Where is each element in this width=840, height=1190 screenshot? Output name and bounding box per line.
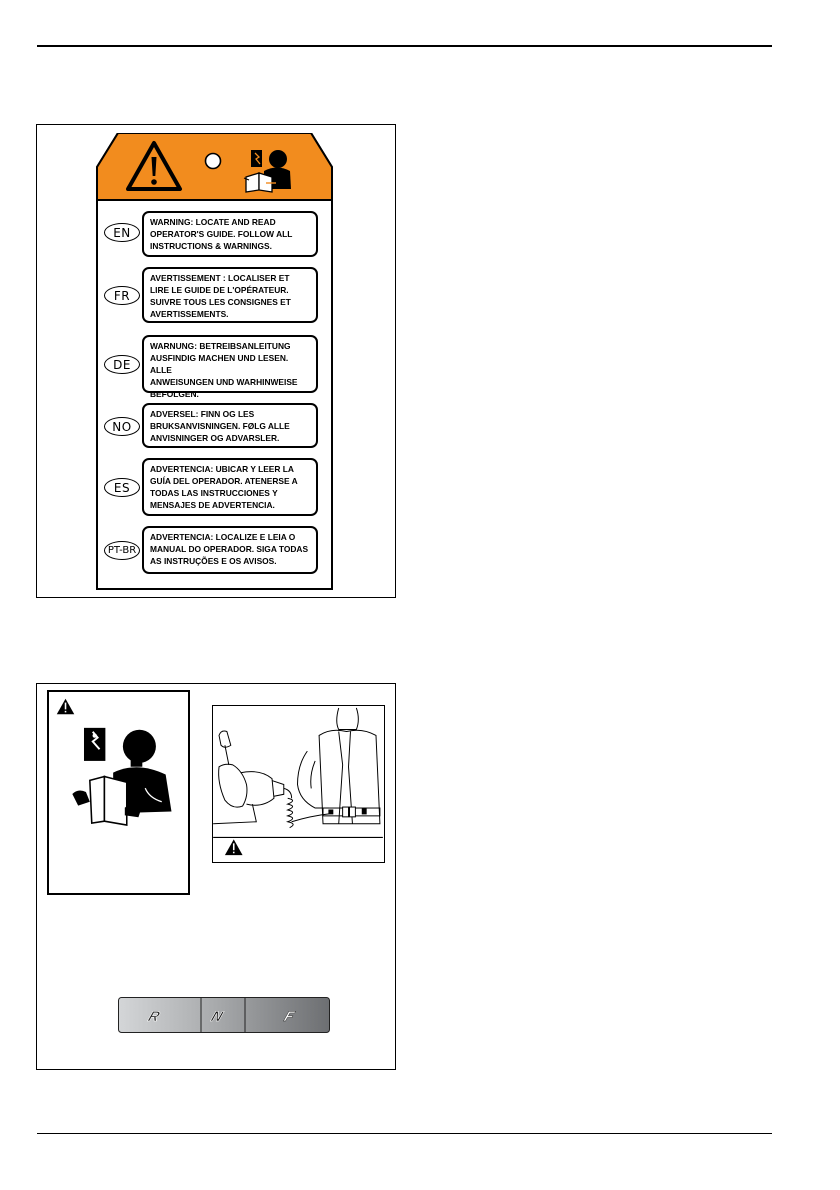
lang-code-de: DE (104, 355, 140, 374)
warning-text-de: WARNUNG: BETREIBSANLEITUNG AUSFINDIG MACHEN UND LESEN. ALLE ANWEISUNGEN UND WARHINWEISE BEFOLGEN. (142, 335, 318, 393)
lang-code-fr: FR (104, 286, 140, 305)
read-manual-decal (47, 690, 190, 895)
outboard-motor (213, 731, 284, 824)
safety-lanyard-decal (212, 705, 385, 863)
gear-reverse-label: R (145, 1009, 162, 1025)
footer-rule (37, 1133, 772, 1134)
hanging-hole (206, 154, 221, 169)
gear-indicator-decal (118, 997, 330, 1033)
warning-text-es: ADVERTENCIA: UBICAR Y LEER LA GUÍA DEL OPERADOR. ATENERSE A TODAS LAS INSTRUCCIONES Y MENSAJES DE ADVERTENCIA. (142, 458, 318, 516)
lang-code-no: NO (104, 417, 140, 436)
warning-triangle-icon (57, 699, 74, 715)
gear-neutral-label: N (208, 1009, 225, 1025)
lang-code-pt-br: PT-BR (104, 541, 140, 560)
gear-forward-label: F (281, 1009, 297, 1025)
warning-text-fr: AVERTISSEMENT : LOCALISER ET LIRE LE GUIDE DE L'OPÉRATEUR. SUIVRE TOUS LES CONSIGNES ET AVERTISSEMENTS. (142, 267, 318, 323)
operator-reading-manual-icon (72, 728, 171, 825)
warning-text-en: WARNING: LOCATE AND READ OPERATOR'S GUIDE. FOLLOW ALL INSTRUCTIONS & WARNINGS. (142, 211, 318, 257)
operator-life-vest (298, 708, 380, 824)
safety-lanyard-illustration (213, 706, 383, 861)
lang-code-en: EN (104, 223, 140, 242)
warning-triangle-icon (225, 839, 243, 855)
warning-text-pt-br: ADVERTENCIA: LOCALIZE E LEIA O MANUAL DO OPERADOR. SIGA TODAS AS INSTRUÇÕES E OS AVISOS. (142, 526, 318, 574)
lang-code-es: ES (104, 478, 140, 497)
header-rule (37, 45, 772, 47)
read-manual-pictogram (49, 692, 188, 893)
warning-text-no: ADVERSEL: FINN OG LES BRUKSANVISNINGEN. FØLG ALLE ANVISNINGER OG ADVARSLER. (142, 403, 318, 448)
